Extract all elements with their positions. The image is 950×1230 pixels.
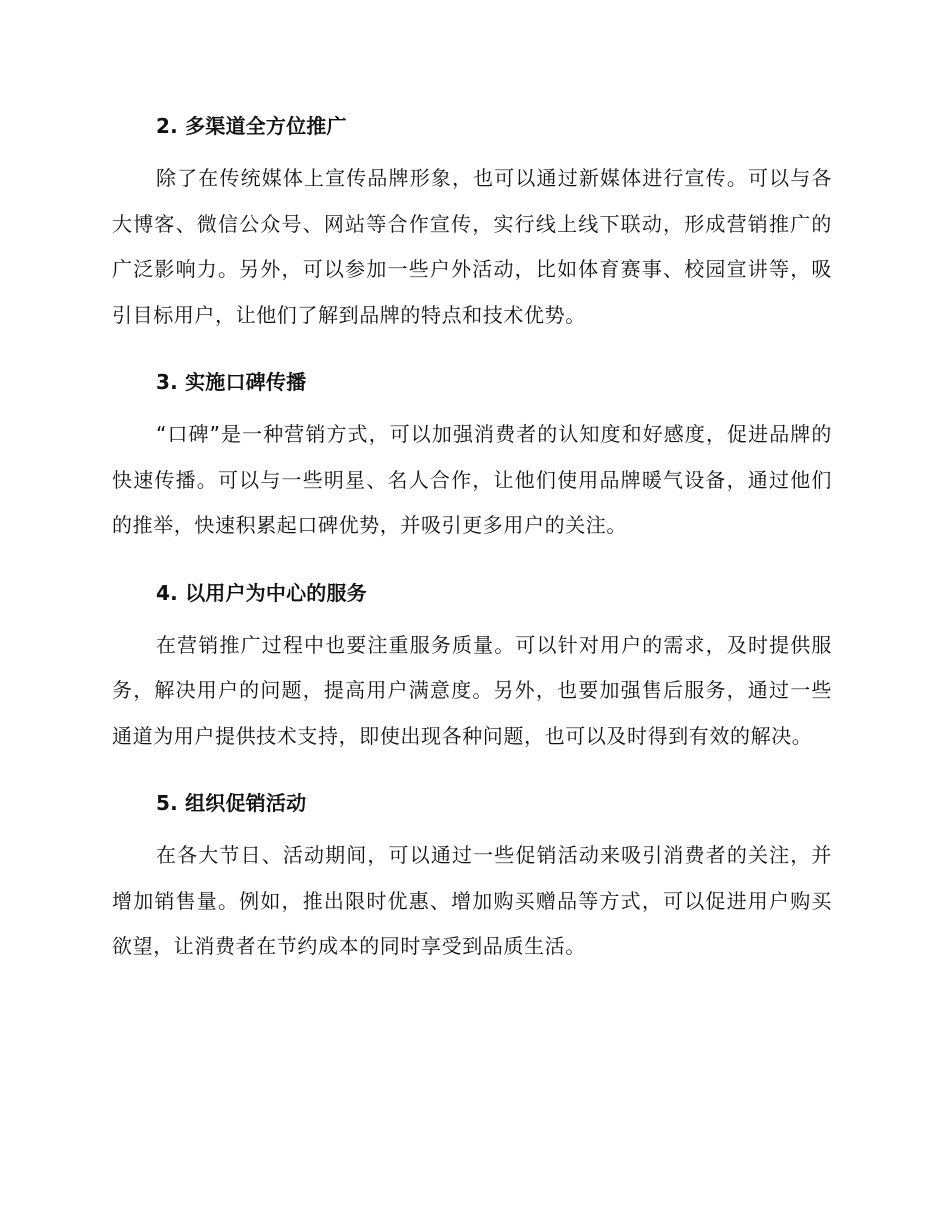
section-paragraph: 在各大节日、活动期间，可以通过一些促销活动来吸引消费者的关注，并增加销售量。例如，推出限时优惠、增加购买赠品等方式，可以促进用户购买欲望，让消费者在节约成本的同时享受到品质生活。 [112, 843, 832, 958]
section-heading: 3. 实施口碑传播 [156, 370, 307, 394]
section-heading: 2. 多渠道全方位推广 [156, 114, 347, 138]
section-spacer [112, 549, 832, 579]
section-heading: 4. 以用户为中心的服务 [156, 580, 367, 605]
section-paragraph: “口碑”是一种营销方式，可以加强消费者的认知度和好感度，促进品牌的快速传播。可以与一些明星、名人合作，让他们使用品牌暖气设备，通过他们的推举，快速积累起口碑优势，并吸引更多用户的关注。 [112, 422, 832, 537]
section-spacer [112, 759, 832, 789]
section-heading: 5. 组织促销活动 [156, 791, 307, 815]
section-word-of-mouth [112, 368, 832, 549]
section-spacer [112, 338, 832, 368]
section-promotional-activities [112, 789, 832, 970]
section-user-centered-service [112, 579, 832, 760]
document-page [112, 112, 832, 970]
section-paragraph: 在营销推广过程中也要注重服务质量。可以针对用户的需求，及时提供服务，解决用户的问题，提高用户满意度。另外，也要加强售后服务，通过一些通道为用户提供技术支持，即使出现各种问题，也可以及时得到有效的解决。 [112, 632, 832, 748]
section-multichannel-promotion [112, 112, 832, 338]
section-paragraph: 除了在传统媒体上宣传品牌形象，也可以通过新媒体进行宣传。可以与各大博客、微信公众号、网站等合作宣传，实行线上线下联动，形成营销推广的广泛影响力。另外，可以参加一些户外活动，比如体育赛事、校园宣讲等，吸引目标用户，让他们了解到品牌的特点和技术优势。 [112, 166, 832, 327]
